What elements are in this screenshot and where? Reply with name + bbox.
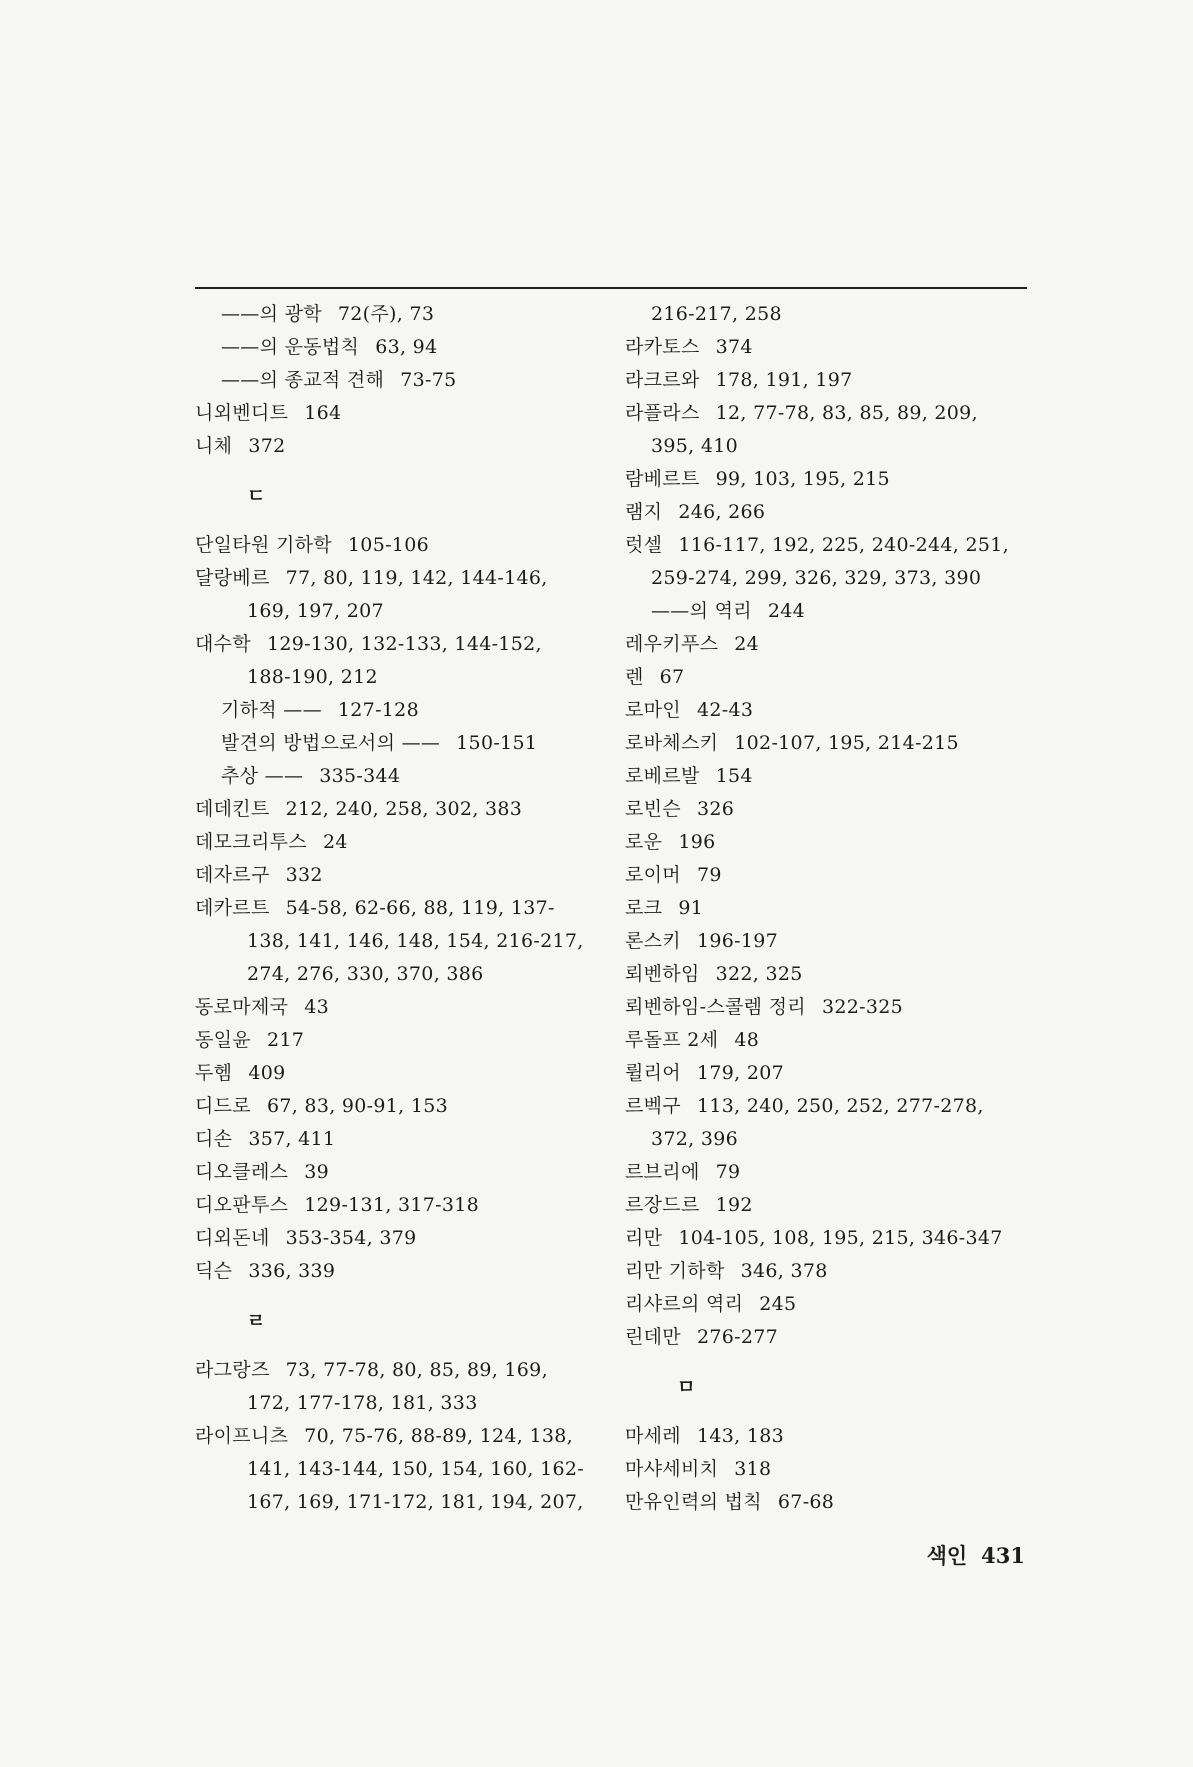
index-term: 디외돈네 <box>195 1227 270 1249</box>
index-column-left <box>195 298 615 1519</box>
index-page-refs: 43 <box>304 996 330 1018</box>
index-entry <box>625 1288 1045 1321</box>
index-entry <box>625 727 1045 760</box>
index-page-refs: 141, 143-144, 150, 154, 160, 162- <box>247 1458 584 1480</box>
index-entry <box>625 991 1045 1024</box>
index-entry <box>625 463 1045 496</box>
index-page-refs: 357, 411 <box>248 1128 336 1150</box>
index-term: 로빈슨 <box>625 798 681 820</box>
index-page-refs: 216-217, 258 <box>651 303 782 325</box>
index-entry <box>195 1387 615 1420</box>
index-page-refs: 54-58, 62-66, 88, 119, 137- <box>285 897 555 919</box>
index-page-refs: 154 <box>715 765 753 787</box>
page-number: 431 <box>981 1543 1025 1568</box>
index-entry <box>195 298 615 331</box>
index-entry <box>195 1057 615 1090</box>
index-entry <box>195 1420 615 1453</box>
index-entry <box>195 661 615 694</box>
index-term: 디오클레스 <box>195 1161 289 1183</box>
index-entry <box>195 1156 615 1189</box>
index-term: 뢰벤하임 <box>625 963 700 985</box>
index-term: 르벡구 <box>625 1095 681 1117</box>
index-page-refs: 102-107, 195, 214-215 <box>734 732 959 754</box>
index-entry <box>625 364 1045 397</box>
index-entry <box>625 793 1045 826</box>
index-page-refs: 73-75 <box>400 369 457 391</box>
index-term: ——의 운동법칙 <box>221 336 360 358</box>
index-page-refs: 188-190, 212 <box>247 666 378 688</box>
index-term: 리만 <box>625 1227 663 1249</box>
index-term: 데데킨트 <box>195 798 270 820</box>
index-page-refs: 353-354, 379 <box>285 1227 417 1249</box>
index-entry <box>625 694 1045 727</box>
index-term: 륄리어 <box>625 1062 681 1084</box>
index-page-refs: 48 <box>734 1029 760 1051</box>
index-page-refs: 99, 103, 195, 215 <box>715 468 890 490</box>
index-entry <box>625 331 1045 364</box>
index-page-refs: 178, 191, 197 <box>715 369 853 391</box>
index-entry <box>195 1123 615 1156</box>
top-rule <box>195 287 1027 289</box>
index-page-refs: 113, 240, 250, 252, 277-278, <box>696 1095 984 1117</box>
index-term: 니외벤디트 <box>195 402 289 424</box>
index-entry <box>625 826 1045 859</box>
index-entry <box>195 430 615 463</box>
index-term: ——의 종교적 견해 <box>221 369 385 391</box>
index-entry <box>195 892 615 925</box>
index-page-refs: 259-274, 299, 326, 329, 373, 390 <box>651 567 982 589</box>
index-entry <box>195 958 615 991</box>
index-entry <box>625 496 1045 529</box>
index-entry <box>195 1255 615 1288</box>
index-term: 리샤르의 역리 <box>625 1293 744 1315</box>
index-entry <box>625 430 1045 463</box>
index-entry <box>625 397 1045 430</box>
footer-label: 색인 <box>926 1543 968 1568</box>
index-entry <box>625 1024 1045 1057</box>
index-page-refs: 322, 325 <box>715 963 803 985</box>
index-page-refs: 217 <box>266 1029 305 1051</box>
index-entry <box>195 331 615 364</box>
index-page-refs: 335-344 <box>319 765 401 787</box>
index-term: 동로마제국 <box>195 996 289 1018</box>
index-entry <box>195 727 615 760</box>
index-term: 루돌프 2세 <box>625 1029 719 1051</box>
index-term: 럿셀 <box>625 534 663 556</box>
index-term: 론스키 <box>625 930 681 952</box>
index-term: 로이머 <box>625 864 681 886</box>
index-term: 렌 <box>625 666 644 688</box>
index-page-refs: 79 <box>696 864 722 886</box>
index-page-refs: 91 <box>678 897 704 919</box>
index-term: 디드로 <box>195 1095 251 1117</box>
index-term: 두헴 <box>195 1062 233 1084</box>
index-entry <box>195 826 615 859</box>
index-section-heading: ㄷ <box>247 485 266 507</box>
index-term: 로베르발 <box>625 765 700 787</box>
index-entry <box>625 1123 1045 1156</box>
index-entry <box>625 892 1045 925</box>
index-term: 마세레 <box>625 1425 681 1447</box>
index-entry <box>625 628 1045 661</box>
index-entry <box>625 529 1045 562</box>
index-term: 데카르트 <box>195 897 270 919</box>
index-entry <box>195 595 615 628</box>
index-page-refs: 172, 177-178, 181, 333 <box>247 1392 478 1414</box>
index-entry <box>625 760 1045 793</box>
index-page-refs: 73, 77-78, 80, 85, 89, 169, <box>285 1359 548 1381</box>
index-entry <box>625 1057 1045 1090</box>
index-term: 데자르구 <box>195 864 270 886</box>
index-term: 달랑베르 <box>195 567 270 589</box>
index-page-refs: 395, 410 <box>651 435 739 457</box>
index-term: 딕슨 <box>195 1260 233 1282</box>
index-page-refs: 72(주), 73 <box>337 303 435 325</box>
index-page-refs: 116-117, 192, 225, 240-244, 251, <box>678 534 1009 556</box>
index-page-refs: 196-197 <box>696 930 779 952</box>
index-entry <box>195 364 615 397</box>
index-term: 단일타원 기하학 <box>195 534 332 556</box>
index-page-refs: 336, 339 <box>248 1260 336 1282</box>
index-entry <box>625 661 1045 694</box>
index-page-refs: 332 <box>285 864 323 886</box>
index-entry <box>195 562 615 595</box>
index-page-refs: 24 <box>734 633 760 655</box>
index-page-refs: 70, 75-76, 88-89, 124, 138, <box>304 1425 573 1447</box>
index-page-refs: 322-325 <box>821 996 904 1018</box>
index-term: 라이프니츠 <box>195 1425 289 1447</box>
index-term: 르장드르 <box>625 1194 700 1216</box>
index-term: 레우키푸스 <box>625 633 719 655</box>
index-term: 리만 기하학 <box>625 1260 725 1282</box>
index-term: ——의 광학 <box>221 303 322 325</box>
index-entry <box>625 562 1045 595</box>
index-entry <box>625 1321 1045 1354</box>
index-entry <box>625 1156 1045 1189</box>
index-term: 대수학 <box>195 633 251 655</box>
page-footer <box>913 1540 1025 1570</box>
index-page-refs: 372 <box>248 435 286 457</box>
index-term: 라카토스 <box>625 336 700 358</box>
index-entry <box>195 1024 615 1057</box>
index-page-refs: 245 <box>759 1293 797 1315</box>
index-term: 발견의 방법으로서의 —— <box>221 732 441 754</box>
index-page-refs: 164 <box>304 402 342 424</box>
index-page-refs: 276-277 <box>696 1326 779 1348</box>
index-entry <box>195 859 615 892</box>
index-term: 기하적 —— <box>221 699 322 721</box>
index-page-refs: 63, 94 <box>375 336 438 358</box>
index-entry <box>195 628 615 661</box>
index-term: 린데만 <box>625 1326 681 1348</box>
index-term: 만유인력의 법칙 <box>625 1491 762 1513</box>
index-section-heading: ㄹ <box>247 1310 266 1332</box>
index-entry <box>195 397 615 430</box>
index-entry <box>625 958 1045 991</box>
index-entry <box>625 1420 1045 1453</box>
index-page-refs: 274, 276, 330, 370, 386 <box>247 963 484 985</box>
index-term: 추상 —— <box>221 765 304 787</box>
index-entry <box>195 991 615 1024</box>
index-page-refs: 167, 169, 171-172, 181, 194, 207, <box>247 1491 584 1513</box>
index-page-refs: 104-105, 108, 195, 215, 346-347 <box>678 1227 1003 1249</box>
index-page-refs: 105-106 <box>347 534 429 556</box>
index-page-refs: 372, 396 <box>651 1128 739 1150</box>
index-term: 로마인 <box>625 699 681 721</box>
index-entry <box>195 1354 615 1387</box>
index-page-refs: 138, 141, 146, 148, 154, 216-217, <box>247 930 584 952</box>
index-page-refs: 409 <box>248 1062 286 1084</box>
index-page-refs: 212, 240, 258, 302, 383 <box>285 798 523 820</box>
index-term: 로크 <box>625 897 663 919</box>
index-page-refs: 244 <box>767 600 806 622</box>
index-page-refs: 179, 207 <box>696 1062 784 1084</box>
index-entry <box>195 1222 615 1255</box>
index-page-refs: 150-151 <box>456 732 538 754</box>
index-entry <box>625 1222 1045 1255</box>
index-entry <box>625 1255 1045 1288</box>
index-term: 램지 <box>625 501 663 523</box>
index-entry <box>625 1090 1045 1123</box>
index-entry <box>195 925 615 958</box>
index-entry <box>195 529 615 562</box>
index-term: 마샤세비치 <box>625 1458 719 1480</box>
index-page-refs: 192 <box>715 1194 753 1216</box>
index-term: 로바체스키 <box>625 732 719 754</box>
index-term: 뢰벤하임-스콜렘 정리 <box>625 996 806 1018</box>
index-page-refs: 77, 80, 119, 142, 144-146, <box>285 567 548 589</box>
index-page-refs: 42-43 <box>696 699 754 721</box>
index-page-refs: 129-131, 317-318 <box>304 1194 480 1216</box>
index-page-refs: 67 <box>659 666 685 688</box>
index-entry <box>195 1453 615 1486</box>
index-page-refs: 196 <box>678 831 716 853</box>
index-entry <box>625 925 1045 958</box>
index-entry <box>625 1189 1045 1222</box>
index-page-refs: 374 <box>715 336 753 358</box>
index-term: 라그랑즈 <box>195 1359 270 1381</box>
index-entry <box>625 859 1045 892</box>
index-term: 람베르트 <box>625 468 700 490</box>
index-page-refs: 39 <box>304 1161 330 1183</box>
index-term: 니체 <box>195 435 233 457</box>
index-term: 동일윤 <box>195 1029 251 1051</box>
index-entry <box>195 793 615 826</box>
index-column-right <box>625 298 1045 1519</box>
index-page-refs: 67, 83, 90-91, 153 <box>266 1095 448 1117</box>
index-page-refs: 24 <box>322 831 348 853</box>
index-page-refs: 67-68 <box>777 1491 835 1513</box>
index-term: ——의 역리 <box>651 600 752 622</box>
index-page-refs: 79 <box>715 1161 741 1183</box>
index-term: 디오판투스 <box>195 1194 289 1216</box>
index-page-refs: 346, 378 <box>740 1260 828 1282</box>
index-section-heading: ㅁ <box>677 1376 696 1398</box>
index-term: 르브리에 <box>625 1161 700 1183</box>
index-entry <box>625 595 1045 628</box>
index-page-refs: 129-130, 132-133, 144-152, <box>266 633 542 655</box>
index-entry <box>195 1189 615 1222</box>
index-entry <box>625 1453 1045 1486</box>
index-entry <box>195 694 615 727</box>
index-term: 라크르와 <box>625 369 700 391</box>
index-entry <box>195 760 615 793</box>
index-page-refs: 169, 197, 207 <box>247 600 384 622</box>
index-entry <box>625 1486 1045 1519</box>
index-page-refs: 246, 266 <box>678 501 766 523</box>
index-page-refs: 326 <box>696 798 735 820</box>
index-page-refs: 12, 77-78, 83, 85, 89, 209, <box>715 402 978 424</box>
index-page-refs: 318 <box>734 1458 772 1480</box>
index-entry <box>625 298 1045 331</box>
index-page-refs: 127-128 <box>337 699 419 721</box>
index-term: 라플라스 <box>625 402 700 424</box>
index-entry <box>195 1486 615 1519</box>
index-term: 디손 <box>195 1128 233 1150</box>
index-page-refs: 143, 183 <box>696 1425 784 1447</box>
index-entry <box>195 1090 615 1123</box>
index-term: 로운 <box>625 831 663 853</box>
index-term: 데모크리투스 <box>195 831 307 853</box>
